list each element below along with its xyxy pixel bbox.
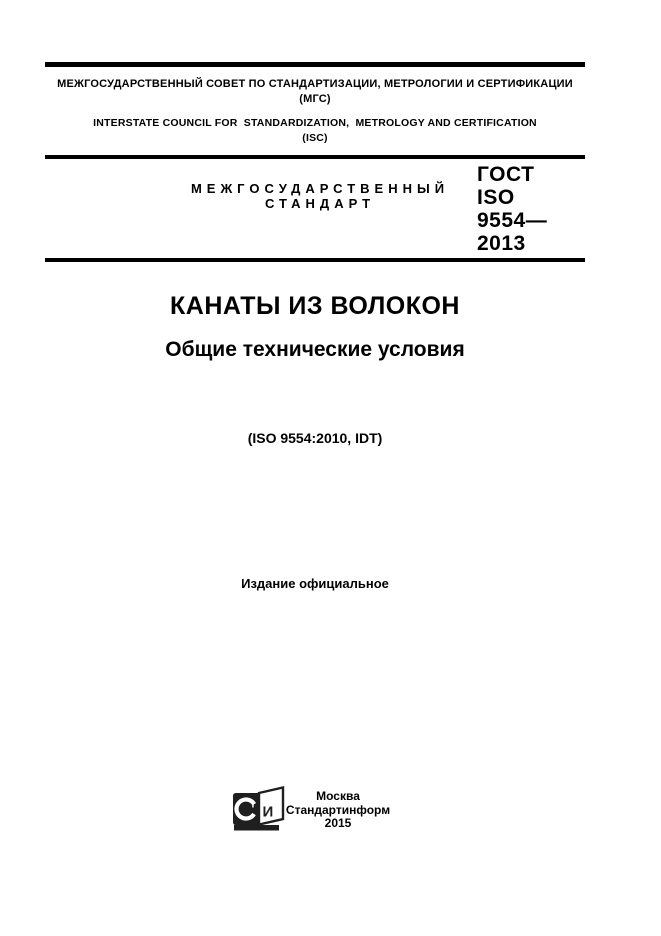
imprint-block [268, 790, 408, 831]
standard-kind-line1: МЕЖГОСУДАРСТВЕННЫЙ [190, 181, 450, 196]
designation-line-gost: ГОСТ [477, 163, 535, 186]
council-name-en: INTERSTATE COUNCIL FOR STANDARDIZATION, METROLOGY AND CERTIFICATION [93, 117, 537, 129]
standard-kind-label [140, 181, 500, 211]
designation-line-year: 2013 [477, 232, 526, 255]
logo-letter-i: И [262, 803, 274, 821]
standard-designation [477, 163, 587, 255]
document-subtitle: Общие технические условия [165, 338, 465, 361]
official-edition-note: Издание официальное [241, 576, 389, 591]
iso-equivalence-note: (ISO 9554:2010, IDT) [247, 430, 383, 446]
issuing-body-header [45, 77, 585, 146]
band-bottom-rule [45, 258, 585, 262]
logo-letter-t: т [250, 799, 256, 811]
council-abbr-ru: (МГС) [299, 93, 331, 105]
standard-kind-line2: СТАНДАРТ [264, 196, 376, 211]
imprint-year: 2015 [324, 816, 352, 830]
imprint-city: Москва [316, 789, 360, 803]
designation-line-number: 9554— [477, 209, 548, 232]
imprint-publisher: Стандартинформ [285, 802, 391, 817]
document-title: КАНАТЫ ИЗ ВОЛОКОН [170, 292, 460, 320]
top-rule [45, 62, 585, 67]
band-top-rule [45, 155, 585, 159]
council-abbr-en: (ISC) [302, 132, 328, 144]
designation-line-iso: ISO [477, 186, 515, 209]
council-name-ru: МЕЖГОСУДАРСТВЕННЫЙ СОВЕТ ПО СТАНДАРТИЗАЦИИ, МЕТРОЛОГИИ И СЕРТИФИКАЦИИ [57, 78, 573, 90]
